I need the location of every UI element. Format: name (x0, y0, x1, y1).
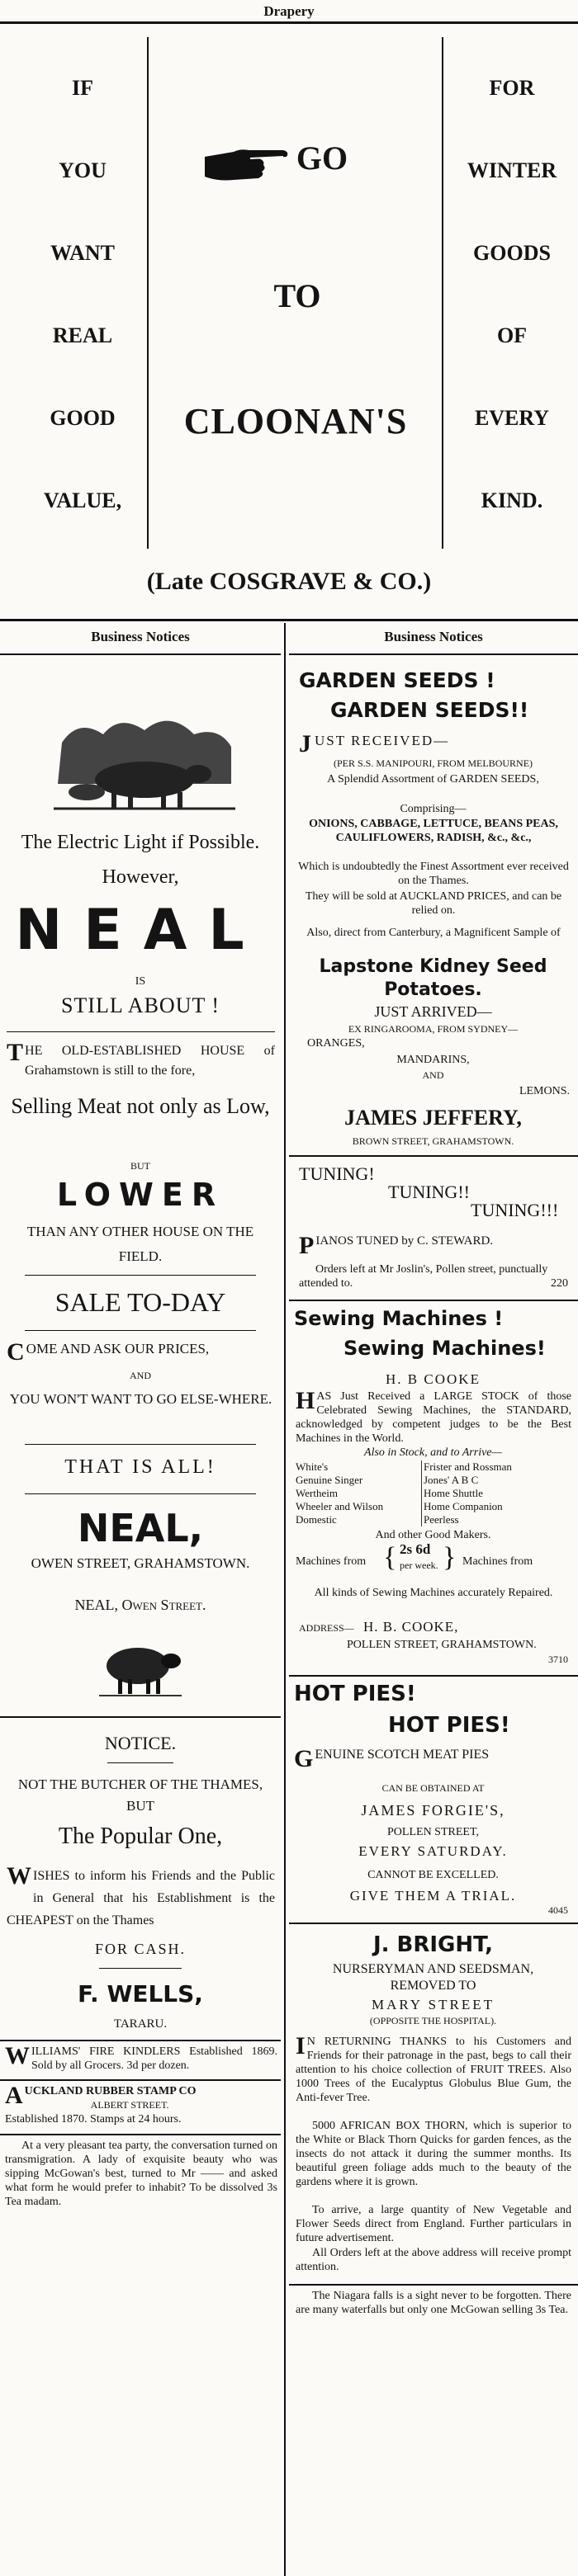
drop-cap: H (296, 1387, 315, 1414)
cooke-price: 2s 6d (400, 1541, 431, 1557)
wells-not-butcher: NOT THE BUTCHER OF THE THAMES, BUT (17, 1776, 263, 1814)
jeffery-lapstone: Lapstone Kidney Seed Potatoes. (319, 956, 547, 1000)
cattle-woodcut-icon (45, 710, 244, 817)
cloonan-left-word: IF (72, 76, 93, 100)
rubber-title: UCKLAND RUBBER STAMP CO (24, 2085, 197, 2097)
forgie-cannot: CANNOT BE EXCELLED. (367, 1869, 499, 1881)
brace-icon: } (443, 1542, 457, 1573)
neal-however: However, (102, 866, 179, 888)
steward-pianos (299, 1234, 571, 1257)
jeffery-splendid: A Splendid Assortment of GARDEN SEEDS, (327, 773, 539, 786)
cooke-per-week: per week. (400, 1559, 438, 1571)
drop-cap: W (7, 1862, 31, 1890)
neal-signature: NEAL, Owen Street. (74, 1597, 206, 1613)
williams-text: ILLIAMS' FIRE KINDLERS Established 1869. Sold by all Grocers. 3d per dozen. (31, 2045, 277, 2072)
cloonan-left-word: GOOD (50, 406, 116, 430)
forgie-genuine (294, 1745, 571, 1772)
neal-and: AND (130, 1370, 151, 1381)
cloonan-left-word: REAL (52, 323, 113, 347)
jeffery-street: BROWN STREET, GRAHAMSTOWN. (352, 1135, 514, 1147)
cooke-address-name: H. B. COOKE, (363, 1619, 459, 1635)
machine-name: Peerless (424, 1513, 459, 1526)
neal-name-2: NEAL, (77, 1506, 204, 1550)
cooke-name-heading: H. B COOKE (386, 1371, 481, 1387)
top-rule (0, 21, 578, 24)
cooke-machines-table (294, 1460, 570, 1526)
section-rule (0, 1716, 281, 1718)
drop-cap: P (299, 1232, 315, 1259)
jeffery-finest: Which is undoubtedly the Finest Assortment ever received on the Thames. (298, 861, 569, 887)
divider (99, 1968, 182, 1969)
bright-name: J. BRIGHT, (372, 1932, 494, 1957)
cooke-other-makers: And other Good Makers. (375, 1529, 491, 1541)
jeffery-vegetables: ONIONS, CABBAGE, LETTUCE, BEANS PEAS, CAULIFLOWERS, RADISH, &c., &c., (309, 818, 558, 844)
wells-body-text: ISHES to inform his Friends and the Public in General that his Establishment is the CHEAPEST on the Thames (7, 1869, 275, 1927)
neal-old-house-text: HE OLD-ESTABLISHED HOUSE of Grahamstown is still to the fore, (25, 1044, 275, 1078)
machine-name: White's (294, 1460, 422, 1474)
cooke-also-stock: Also in Stock, and to Arrive— (364, 1446, 502, 1459)
section-rule (0, 2040, 281, 2041)
cloonan-to: TO (273, 277, 321, 314)
drop-cap: A (5, 2082, 23, 2109)
forgie-number: 4045 (548, 1904, 568, 1916)
divider (25, 1493, 256, 1494)
divider (147, 37, 149, 549)
neal-that-is-all: THAT IS ALL! (64, 1456, 216, 1478)
neal-owen-street: OWEN STREET, GRAHAMSTOWN. (31, 1555, 250, 1571)
section-header: Drapery (263, 3, 315, 19)
jeffery-just-arrived: JUST ARRIVED— (374, 1003, 492, 1020)
sewing-machines-1: Sewing Machines ! (294, 1307, 504, 1330)
williams-advert (5, 2042, 277, 2073)
cloonan-name: CLOONAN'S (183, 401, 408, 441)
bright-street: MARY STREET (371, 1997, 495, 2012)
cloonan-right-word: FOR (489, 76, 535, 100)
brace-icon: { (383, 1542, 397, 1573)
machine-name: Wertheim (294, 1487, 422, 1500)
drop-cap: W (5, 2042, 30, 2069)
cloonan-right-word: OF (496, 323, 528, 347)
cloonan-right-word: WINTER (467, 158, 557, 182)
rubber-street: ALBERT STREET. (90, 2099, 169, 2111)
tea-party-paragraph: At a very pleasant tea party, the conversation turned on transmigration. A lady of exquisite beauty who was sipping McGowan's best, turned to Mr —— and asked what form he would prefer to inhabit? To be dissolved 3s Tea madam. (5, 2140, 277, 2208)
section-rule (289, 1155, 578, 1157)
machine-name: Jones' A B C (424, 1474, 479, 1486)
column-divider (284, 623, 286, 2576)
rubber-stamp-advert (5, 2084, 277, 2126)
bright-paragraph-2: 5000 AFRICAN BOX THORN, which is superior to the White or Black Thorn Quicks for garden fences, as the insects do not attack it during the summer months. Its beautiful green foliage adds much to the beauty of the gardens where it is grown. (296, 2120, 571, 2188)
divider (25, 1275, 256, 1276)
garden-seeds-1: GARDEN SEEDS ! (299, 668, 495, 692)
cooke-machines-from: Machines from (296, 1555, 367, 1568)
rubber-est: Established 1870. Stamps at 24 hours. (5, 2113, 182, 2125)
jeffery-oranges: ORANGES, (307, 1037, 365, 1050)
jeffery-mandarins: MANDARINS, (396, 1054, 470, 1066)
section-rule (289, 1675, 578, 1677)
machine-name: Genuine Singer (294, 1474, 422, 1487)
forgie-street: POLLEN STREET, (387, 1826, 479, 1838)
drop-cap: G (294, 1745, 314, 1772)
neal-electric-light: The Electric Light if Possible. (21, 832, 260, 853)
section-rule (0, 619, 578, 621)
sewing-machines-2: Sewing Machines! (343, 1337, 546, 1360)
wells-town: TARARU. (113, 2017, 168, 2031)
steward-number: 220 (551, 1277, 568, 1290)
bright-opposite: (OPPOSITE THE HOSPITAL). (369, 2015, 497, 2026)
forgie-name: JAMES FORGIE'S, (361, 1802, 505, 1819)
cloonan-go: GO (296, 139, 348, 177)
cooke-body (296, 1389, 571, 1446)
jeffery-also: Also, direct from Canterbury, a Magnificent Sample of (306, 927, 561, 939)
tuning-2: TUNING!! (388, 1182, 470, 1202)
drop-cap: T (7, 1039, 24, 1066)
steward-orders: Orders left at Mr Joslin's, Pollen street, punctually attended to. (299, 1263, 548, 1290)
machine-name: Frister and Rossman (424, 1460, 512, 1473)
jeffery-and: AND (422, 1069, 444, 1081)
sheep-woodcut-icon (95, 1638, 186, 1700)
wells-cash: FOR CASH. (94, 1941, 187, 1957)
machine-name: Home Companion (424, 1500, 503, 1512)
jeffery-comprising: Comprising— (400, 803, 467, 815)
cloonan-late: (Late COSGRAVE & CO.) (146, 568, 432, 595)
tuning-1: TUNING! (299, 1163, 375, 1184)
bright-paragraph-1-text: N RETURNING THANKS to his Customers and Friends for their patronage in the past, begs to call their attention to his choice collection of FRUIT TREES. Also 1000 Trees of the Eucalyptus Globulus Blue Gum, the Anti-fever Tree. (296, 2036, 571, 2104)
forgie-give-trial: GIVE THEM A TRIAL. (349, 1888, 517, 1904)
left-column-header: Business Notices (91, 629, 190, 644)
section-rule (289, 2284, 578, 2286)
neal-but: BUT (130, 1160, 150, 1172)
header-rule (289, 653, 578, 655)
neal-come-ask (7, 1338, 275, 1366)
cooke-address-street: POLLEN STREET, GRAHAMSTOWN. (347, 1639, 537, 1651)
bright-paragraph-4: All Orders left at the above address will receive prompt attention. (296, 2247, 571, 2273)
forgie-every-saturday: EVERY SATURDAY. (358, 1843, 508, 1859)
bright-trade: NURSERYMAN AND SEEDSMAN, (332, 1962, 534, 1976)
steward-pianos-text: IANOS TUNED by C. STEWARD. (315, 1234, 494, 1248)
forgie-genuine-text: ENUINE SCOTCH MEAT PIES (315, 1748, 490, 1762)
drop-cap: I (296, 2032, 306, 2059)
garden-seeds-2: GARDEN SEEDS!! (330, 698, 529, 722)
wells-notice: NOTICE. (104, 1733, 177, 1753)
cooke-body-text: AS Just Received a LARGE STOCK of those Celebrated Sewing Machines, the STANDARD, acknowledged by competent judges to be the Best Machines in the World. (296, 1390, 571, 1445)
jeffery-ship: (PER S.S. MANIPOURI, FROM MELBOURNE) (333, 757, 533, 769)
neal-lower: LOWER (56, 1177, 225, 1213)
wells-body (7, 1862, 275, 1932)
section-rule (0, 2079, 281, 2081)
bright-paragraph-1 (296, 2032, 571, 2105)
hot-pies-2: HOT PIES! (388, 1713, 510, 1738)
divider (25, 1330, 256, 1331)
neal-come-text: OME AND ASK OUR PRICES, (26, 1341, 210, 1356)
drop-cap: C (7, 1338, 25, 1366)
neal-you-wont: YOU WON'T WANT TO GO ELSE-WHERE. (9, 1391, 272, 1407)
cloonan-right-word: GOODS (473, 241, 551, 265)
cloonan-right-word: EVERY (474, 406, 550, 430)
cooke-address-label: ADDRESS— (299, 1622, 354, 1634)
tuning-3: TUNING!!! (471, 1200, 559, 1220)
divider (7, 1031, 275, 1032)
neal-is: IS (135, 975, 146, 988)
machine-name: Domestic (294, 1513, 422, 1526)
divider (25, 1444, 256, 1445)
jeffery-lemons: LEMONS. (519, 1085, 570, 1097)
divider (442, 37, 443, 549)
jeffery-sold: They will be sold at AUCKLAND PRICES, and can be relied on. (305, 890, 562, 917)
bright-paragraph-3: To arrive, a large quantity of New Vegetable and Flower Seeds direct from England. Further particulars in future advertisement. (296, 2204, 571, 2244)
cooke-number: 3710 (548, 1654, 568, 1665)
machine-name: Wheeler and Wilson (294, 1500, 422, 1513)
just-received-text: UST RECEIVED— (315, 733, 450, 748)
right-column-header: Business Notices (384, 629, 483, 644)
drop-cap: J (299, 730, 313, 757)
cloonan-left-word: WANT (50, 241, 115, 265)
wells-name: F. WELLS, (78, 1980, 203, 2007)
neal-name: NEAL (15, 898, 266, 963)
wells-popular: The Popular One, (58, 1823, 223, 1849)
section-rule (289, 1300, 578, 1301)
just-received (299, 730, 571, 757)
cloonan-left-word: VALUE, (43, 488, 122, 512)
cloonan-left-word: YOU (59, 158, 107, 182)
neal-sale-today: SALE TO-DAY (54, 1287, 226, 1317)
section-rule (289, 1923, 578, 1924)
machine-name: Home Shuttle (424, 1487, 483, 1499)
neal-selling: Selling Meat not only as Low, (11, 1094, 270, 1118)
bright-removed: REMOVED TO (390, 1979, 476, 1993)
neal-old-house (7, 1041, 275, 1081)
cloonan-advert (0, 25, 578, 557)
neal-still-about: STILL ABOUT ! (60, 993, 220, 1017)
section-rule (0, 2134, 281, 2135)
divider (107, 1762, 173, 1763)
cooke-repair: All kinds of Sewing Machines accurately Repaired. (314, 1587, 553, 1599)
neal-than: THAN ANY OTHER HOUSE ON THE FIELD. (26, 1224, 254, 1264)
cloonan-right-word: KIND. (481, 488, 543, 512)
hot-pies-1: HOT PIES! (294, 1682, 416, 1706)
forgie-obtained: CAN BE OBTAINED AT (381, 1782, 485, 1794)
cooke-machines-from-2: Machines from (462, 1555, 533, 1568)
niagara-paragraph: The Niagara falls is a sight never to be forgotten. There are many waterfalls but only one McGowan selling 3s Tea. (296, 2290, 571, 2316)
jeffery-name: JAMES JEFFERY, (344, 1106, 522, 1130)
jeffery-ex: EX RINGAROOMA, FROM SYDNEY— (348, 1023, 519, 1035)
header-rule (0, 653, 281, 655)
